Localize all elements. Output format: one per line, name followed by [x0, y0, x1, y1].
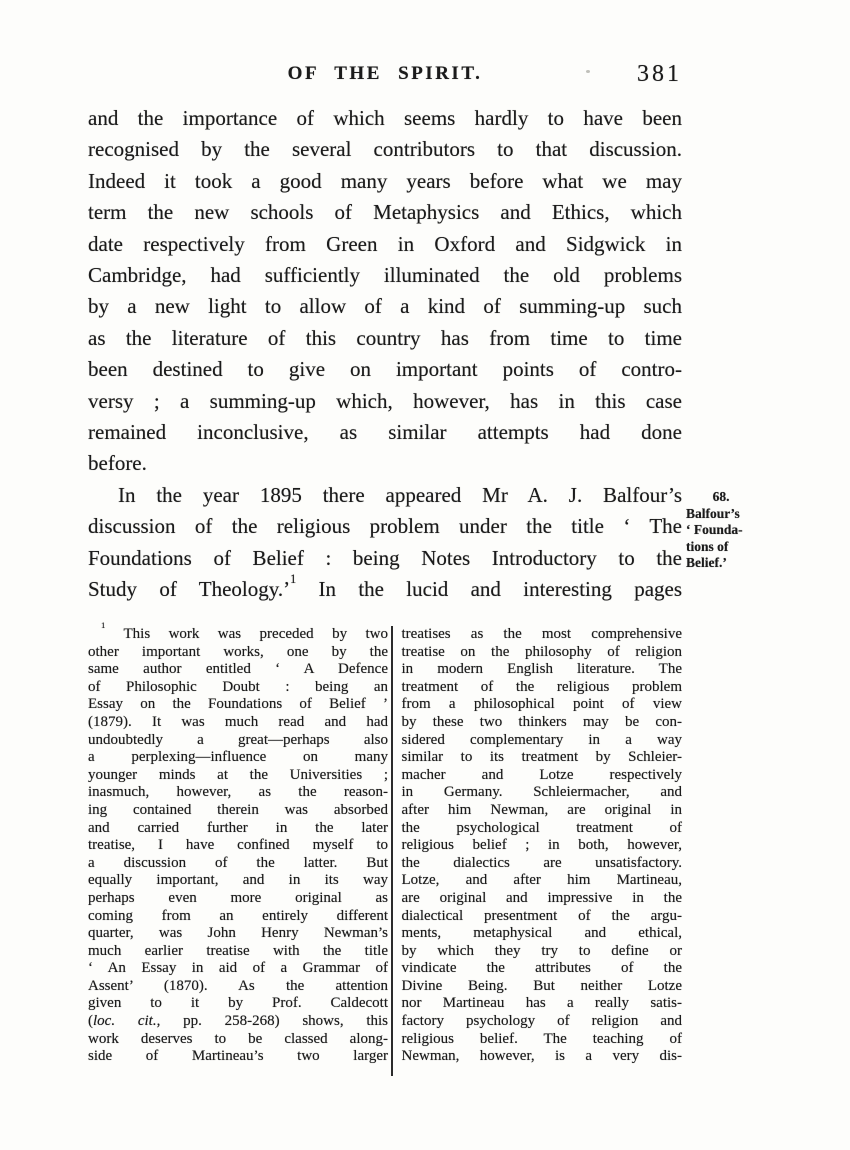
footnote-column-left	[88, 620, 388, 1076]
line-text: In the lucid and interesting pages	[318, 577, 683, 602]
page-number: 381	[637, 61, 682, 87]
footnote-line: in modern English literature. The	[401, 661, 682, 678]
footnote-line: a discussion of the latter. But	[88, 854, 388, 871]
page-header	[88, 57, 682, 91]
footnote-line: Essay on the Foundations of Belief ’	[88, 696, 388, 713]
footnote-line: of Philosophic Doubt : being an	[88, 678, 388, 695]
footnote-line: equally important, and in its way	[88, 872, 388, 889]
text-line: Foundations of Belief : being Notes Introductory to the	[88, 545, 682, 570]
footnote-line: (1879). It was much read and had	[88, 713, 388, 730]
text-line: and the importance of which seems hardly to have been	[88, 106, 682, 130]
text-line	[88, 571, 683, 605]
footnote-line: coming from an entirely different	[88, 907, 388, 924]
footnote-column-right	[402, 626, 683, 1076]
footnote-line: nor Martineau has a really satis-	[401, 995, 682, 1012]
footnote-line: ments, metaphysical and ethical,	[401, 925, 682, 942]
footnote-line: ing contained therein was absorbed	[88, 801, 388, 818]
footnote-line: much earlier treatise with the title	[88, 942, 388, 959]
footnote-section	[88, 620, 682, 1076]
margin-note-line: Balfour’s	[686, 505, 740, 521]
footnote-line: inasmuch, however, as the reason-	[88, 784, 388, 801]
footnote-line: treatment of the religious problem	[401, 678, 682, 695]
text-line: versy ; a summing-up which, however, has in this case	[88, 388, 682, 413]
footnote-line: younger minds at the Universities ;	[88, 766, 388, 783]
footnote-line: work deserves to be classed along-	[88, 1030, 388, 1047]
scan-speck	[586, 70, 590, 73]
footnote-line: are original and impressive in the	[401, 889, 682, 906]
footnote-line: by these two thinkers may be con-	[401, 713, 682, 730]
footnote-line: same author entitled ‘ A Defence	[88, 661, 388, 678]
main-text	[88, 103, 682, 606]
footnote-line: religious belief. The teaching of	[401, 1030, 682, 1047]
margin-note-line: tions of	[686, 538, 729, 554]
footnote-column-divider	[391, 626, 393, 1076]
footnote-line: from a philosophical point of view	[401, 696, 682, 713]
footnote-line	[88, 1013, 388, 1031]
footnote-line: ‘ An Essay in aid of a Grammar of	[88, 960, 388, 977]
footnote-line: dialectical presentment of the argu-	[401, 907, 682, 924]
footnote-line: by which they try to define or	[401, 942, 682, 959]
footnote-line: treatise on the philosophy of religion	[401, 643, 682, 660]
text-line: by a new light to allow of a kind of summing-up such	[88, 294, 682, 319]
footnote-line: after him Newman, are original in	[401, 801, 682, 818]
paragraph-1	[88, 103, 682, 480]
line-text: , pp. 258-268) shows, this	[156, 1013, 388, 1030]
citation-italic: loc. cit.	[93, 1013, 157, 1030]
footnote-line: treatises as the most comprehensive	[401, 626, 682, 642]
text-line: term the new schools of Metaphysics and Ethics, which	[88, 200, 682, 225]
line-text: This work was preceded by two	[123, 626, 388, 642]
text-line: remained inconclusive, as similar attempts had done	[88, 420, 682, 445]
footnote-line: Newman, however, is a very dis-	[401, 1048, 682, 1065]
text-line: Cambridge, had sufficiently illuminated the old problems	[88, 263, 682, 288]
margin-note-line: Belief.’	[686, 555, 727, 571]
footnote-line: sidered complementary in a way	[401, 731, 682, 748]
text-line: In the year 1895 there appeared Mr A. J. Balfour’s	[118, 482, 682, 507]
footnote-line: in Germany. Schleiermacher, and	[401, 784, 682, 801]
margin-note	[686, 489, 756, 572]
footnote-marker: 1	[101, 620, 106, 631]
footnote-line	[88, 620, 388, 644]
footnote-line: macher and Lotze respectively	[401, 766, 682, 783]
margin-note-line: ‘ Founda-	[686, 522, 743, 538]
footnote-line: other important works, one by the	[88, 643, 388, 660]
footnote-line: the dialectics are unsatisfactory.	[401, 854, 682, 871]
footnote-line: vindicate the attributes of the	[401, 960, 682, 977]
line-text: (	[88, 1013, 93, 1030]
paragraph-2-start-lines	[88, 480, 682, 574]
footnote-line: and carried further in the later	[88, 819, 388, 836]
footnote-line: quarter, was John Henry Newman’s	[88, 925, 388, 942]
footnote-line: the psychological treatment of	[401, 819, 682, 836]
footnote-line: given to it by Prof. Caldecott	[88, 995, 388, 1012]
text-line: recognised by the several contributors to that discussion.	[88, 137, 682, 162]
footnote-line: treatise, I have confined myself to	[88, 837, 388, 854]
footnote-reference: 1	[290, 571, 297, 586]
footnote-line: Assent’ (1870). As the attention	[88, 977, 388, 994]
text-line: Indeed it took a good many years before what we may	[88, 168, 682, 193]
footnote-line: similar to its treatment by Schleier-	[401, 749, 682, 766]
footnote-line: undoubtedly a great—perhaps also	[88, 731, 388, 748]
footnote-line: factory psychology of religion and	[401, 1013, 682, 1030]
footnote-left-mid-lines	[88, 644, 388, 1013]
line-text: Study of Theology.’	[88, 577, 291, 602]
text-line: as the literature of this country has from time to time	[88, 325, 682, 350]
footnote-line: Lotze, and after him Martineau,	[401, 872, 682, 889]
text-line: been destined to give on important points of contro-	[88, 357, 682, 382]
footnote-line: perhaps even more original as	[88, 889, 388, 906]
footnote-line: a perplexing—influence on many	[88, 749, 388, 766]
footnote-left-end-lines	[88, 1031, 388, 1066]
text-line: date respectively from Green in Oxford and Sidgwick in	[88, 231, 682, 256]
running-title: OF THE SPIRIT.	[287, 63, 483, 84]
text-line: discussion of the religious problem under the title ‘ The	[88, 514, 682, 539]
margin-note-line: 68.	[712, 489, 730, 504]
paragraph-2	[88, 480, 682, 606]
footnote-line: religious belief ; in both, however,	[401, 837, 682, 854]
footnote-line: side of Martineau’s two larger	[88, 1048, 388, 1065]
footnote-line: Divine Being. But neither Lotze	[401, 977, 682, 994]
text-line: before.	[88, 451, 147, 476]
